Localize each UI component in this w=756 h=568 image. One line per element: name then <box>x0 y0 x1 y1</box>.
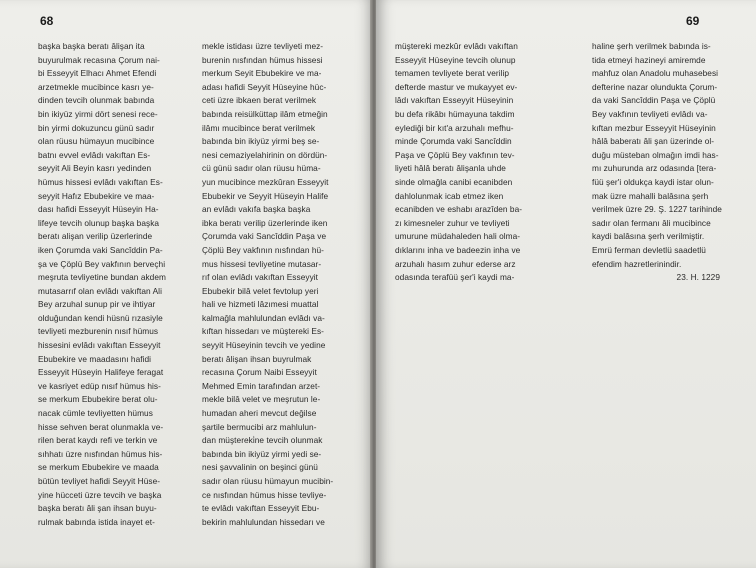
text-line: batnı evvel evlâdı vakıftan Es- <box>38 149 151 160</box>
left-column-1 <box>38 40 178 529</box>
text-line: sıhhatı üzre nısfından hümus his- <box>38 448 163 459</box>
text-line: olan rüusu hümayun mucibince <box>38 136 155 147</box>
text-line: seyyit Ali Beyin kasrı yedinden <box>38 163 152 174</box>
text-line: Ebubekire ve maadasını hafidi <box>38 353 152 364</box>
text-line: merkum Seyit Ebubekire ve ma- <box>202 68 322 79</box>
right-column-2 <box>592 40 724 285</box>
text-line: hümus hissesi evlâdı vakıftan Es- <box>38 176 163 187</box>
text-line: eylediği bir kıt'a arzuhalı mefhu- <box>395 122 514 133</box>
text-line: mı zuhurunda arz odasında [tera- <box>592 163 717 174</box>
page-number-right: 69 <box>686 14 700 28</box>
text-line: tevliyeti mezburenin nısıf hümus <box>38 326 159 337</box>
text-line: adası hafidi Seyyit Hüseyine hüc- <box>202 81 327 92</box>
text-line: dinden tevcih olunmak babında <box>38 95 155 106</box>
text-line: Ebubekir bilâ velet fevtolup yeri <box>202 285 319 296</box>
text-line: iken Çorumda vaki Sancîddin Pa- <box>38 244 163 255</box>
text-line: sadır olan fermanı âli mucibince <box>592 217 711 228</box>
text-line: defterde mastur ve mukayyet ev- <box>395 81 518 92</box>
text-line: rilen berat kaydı refi ve terkin ve <box>38 435 158 446</box>
text-line: mekle istidası üzre tevliyeti mez- <box>202 41 324 51</box>
text-line: liyeti hâlâ beratı âlişanla uhde <box>395 163 506 174</box>
text-line: bu defa rikâbı hümayuna takdim <box>395 108 515 119</box>
text-line: te evlâdı vakıftan Esseyyit Ebu- <box>202 503 320 514</box>
text-line: kaydi balâsına şerh verilmiştir. <box>592 231 705 242</box>
text-line: şartile bermucibi arz mahlulun- <box>202 421 317 432</box>
document-date: 23. H. 1229 <box>676 272 720 283</box>
text-line: bütün tevliyet hafidi Seyyit Hüse- <box>38 476 161 486</box>
text-line: arzetmekle mucibince kasrı ye- <box>38 81 154 92</box>
text-line: odasında terafüü şer'i kaydi ma- <box>395 272 515 283</box>
text-line: ceti üzre ibkaen berat verilmek <box>202 95 317 106</box>
text-line: meşruta tevliyetine bundan akdem <box>38 272 166 283</box>
text-line: nesi şavvalinin on beşinci günü <box>202 462 318 473</box>
text-line: yine hücceti üzre tevcih ve başka <box>38 489 162 500</box>
text-line: beratı âlişan ihsan buyrulmak <box>202 353 312 364</box>
text-line: sinde olmağla canibi ecanibden <box>395 176 513 187</box>
text-line: Paşa ve Çöplü Bey vakfının tev- <box>395 149 515 160</box>
text-line: ce nısfından hümus hisse tevliye- <box>202 489 327 500</box>
text-line: se merkum Ebubekire ve maada <box>38 462 159 473</box>
text-line: Emrü ferman devletlü saadetlü <box>592 244 706 255</box>
page-number-left: 68 <box>40 14 54 28</box>
text-line: umurune müdahaleden hali olma- <box>395 231 521 242</box>
text-line: hali ve hizmeti lâzımesi muattal <box>202 299 319 310</box>
text-line: seyyit Hüseyinin tevcih ve yedine <box>202 340 326 351</box>
text-line: bekirin mahlulundan hissedarı ve <box>202 516 325 527</box>
text-line: Çöplü Bey vakfının nısfından hü- <box>202 244 324 255</box>
text-line: Ebubekir ve Seyyit Hüseyin Halife <box>202 190 329 201</box>
text-line: ilâmı mucibince berat verilmek <box>202 122 316 133</box>
text-line: bin ikiyüz yirmi dört senesi rece- <box>38 108 158 119</box>
text-line: arzuhalı hasım zuhur ederse arz <box>395 258 516 269</box>
text-line: mutasarrıf olan evlâdı vakıftan Ali <box>38 285 162 296</box>
left-page <box>0 0 372 568</box>
text-line: hisse sehven berat olunmakla ve- <box>38 421 164 432</box>
text-line: babında bin ikiyüz yirmi beş se- <box>202 136 320 147</box>
text-line: Bey vakfının tevliyeti evlâdı va- <box>592 108 708 119</box>
text-line: hissesini evlâdı vakıftan Esseyyit <box>38 340 161 351</box>
text-line: nacak cümle tevliyetten hümus <box>38 408 153 419</box>
text-line: da vaki Sancîddin Paşa ve Çöplü <box>592 95 716 106</box>
text-line: yun mucibince mezkûran Esseyyit <box>202 176 329 187</box>
text-line: tida etmeyi hazineyi amiremde <box>592 54 706 65</box>
text-line: zı kimesneler zuhur ve tevliyeti <box>395 217 510 228</box>
text-line: babında bin ikiyüz yirmi yedi se- <box>202 448 322 459</box>
text-line: temamen tevliyete berat verilip <box>395 68 510 79</box>
text-line: minde Çorumda vaki Sancîddin <box>395 136 512 147</box>
text-line: buyurulmak recasına Çorum nai- <box>38 54 160 65</box>
text-line: lâdı vakıftan Esseyyit Hüseyinin <box>395 95 514 106</box>
text-line: bin yirmi dokuzuncu günü sadır <box>38 122 155 133</box>
text-line: başka beratı âli şan ihsan buyu- <box>38 503 157 514</box>
text-line: humadan aheri mevcut değilse <box>202 408 317 419</box>
text-line: kalmağla mahlulundan evlâdı va- <box>202 312 325 323</box>
text-line: babında reisülküttap ilâm etmeğin <box>202 108 328 119</box>
text-line: füü şer'i oldukça kaydi istar olun- <box>592 176 714 187</box>
text-line: hâlâ baberatı âli şan üzerinde ol- <box>592 136 715 147</box>
text-line: mahfuz olan Anadolu muhasebesi <box>592 68 719 79</box>
left-column-2 <box>202 40 348 529</box>
text-line: duğu müsteban olmağın imdi has- <box>592 149 719 160</box>
text-line: an evlâdı vakıfa başka başka <box>202 204 311 215</box>
text-line: recasına Çorum Naibi Esseyyit <box>202 367 317 378</box>
text-line: haline şerh verilmek babında is- <box>592 41 711 51</box>
text-line: cü günü sadır olan rüusu hüma- <box>202 163 321 174</box>
text-line: Bey arzuhal sunup pir ve ihtiyar <box>38 299 156 310</box>
text-line: kıftan mezbur Esseyyit Hüseyinin <box>592 122 716 133</box>
text-line: beratı alişan verilip üzerlerinde <box>38 231 153 242</box>
text-line: Çorumda vaki Sancîddin Paşa ve <box>202 231 327 242</box>
text-line: mak üzre mahalli balâsına şerh <box>592 190 709 201</box>
text-line: seyyit Hafız Ebubekire ve maa- <box>38 190 155 201</box>
text-line: dahlolunmak icab etmez iken <box>395 190 504 201</box>
text-line: rulmak babında istida inayet et- <box>38 516 155 527</box>
text-line: defterine nazar olundukta Çorum- <box>592 81 718 92</box>
text-line: nesi cemaziyelahirinin on dördün- <box>202 149 328 160</box>
text-line: dıklarını inha ve badeezin inha ve <box>395 244 521 255</box>
text-line: lifeye tevcih olunup başka başka <box>38 217 160 228</box>
text-line: ve kasriyet edüp nısıf hümus his- <box>38 380 161 391</box>
text-line: rıf olan evlâdı vakıftan Esseyyit <box>202 272 319 283</box>
text-line: olduğundan kendi hüsnü rızasiyle <box>38 312 163 323</box>
right-page <box>376 0 756 568</box>
text-line: kıftan hissedarı ve müştereki Es- <box>202 326 324 337</box>
text-line: Esseyyit Hüseyin Halifeye feragat <box>38 367 164 378</box>
text-line: dası hafidi Esseyyit Hüseyin Ha- <box>38 204 159 215</box>
text-line: se merkum Ebubekire berat olu- <box>38 394 158 405</box>
right-column-1 <box>395 40 545 285</box>
text-line: verilmek üzre 29. Ş. 1227 tarihinde <box>592 204 722 215</box>
text-line: mekle bilâ velet ve meşrutun le- <box>202 394 321 405</box>
text-line: mus hissesi tevliyetine mutasar- <box>202 258 322 269</box>
text-line: Mehmed Emin tarafından arzet- <box>202 380 321 391</box>
text-line: Esseyyit Hüseyine tevcih olunup <box>395 54 516 65</box>
text-line: sadır olan rüusu hümayun mucibin- <box>202 476 334 486</box>
text-line: efendim hazretlerinindir. <box>592 258 682 269</box>
text-line: bi Esseyyit Elhacı Ahmet Efendi <box>38 68 157 79</box>
text-line: başka başka beratı âlişan ita <box>38 41 145 51</box>
text-line: şa ve Çöplü Bey vakfının berveçhi <box>38 258 166 269</box>
text-line: burenin nısfından hümus hissesi <box>202 54 323 65</box>
text-line: ibka beratı verilip üzerlerinde iken <box>202 217 328 228</box>
text-line: ecanibden ve eshabı arazîden ba- <box>395 204 523 215</box>
text-line: müştereki mezkûr evlâdı vakıftan <box>395 41 518 51</box>
text-line: dan müştereki̇ne tevcih olunmak <box>202 435 323 446</box>
